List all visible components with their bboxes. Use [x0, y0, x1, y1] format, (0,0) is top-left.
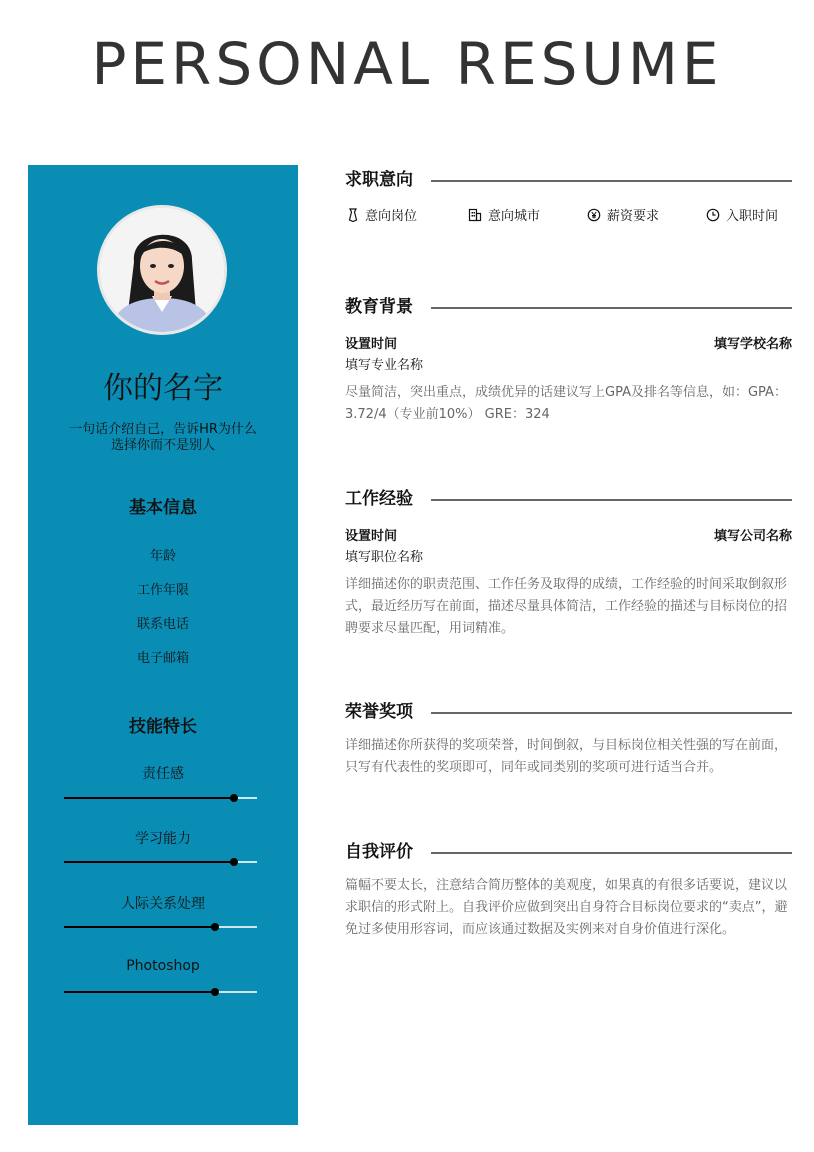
tie-icon: [347, 208, 359, 222]
skill-handle: [211, 988, 219, 996]
self-intro: 一句话介绍自己，告诉HR为什么选择你而不是别人: [69, 422, 257, 453]
education-major: 填写专业名称: [345, 358, 424, 373]
honors-description: 详细描述你所获得的奖项荣誉，时间倒叙，与目标岗位相关性强的写在前面，只写有代表性的奖项即可，同年或同类别的奖项可进行适当合并。: [345, 738, 788, 775]
work-time: 设置时间: [345, 529, 398, 544]
skill-fill: [64, 797, 234, 799]
work-row: [345, 525, 792, 544]
section-divider: [431, 180, 792, 182]
building-icon: [468, 208, 482, 222]
skill-bar: [64, 922, 257, 932]
skill-handle: [230, 794, 238, 802]
education-description: 尽量简洁，突出重点，成绩优异的话建议写上GPA及排名等信息，如：GPA：3.72/4（专业前10%） GRE：324: [345, 385, 787, 422]
skill-handle: [230, 858, 238, 866]
skills-heading: 技能特长: [129, 717, 197, 737]
sidebar: [28, 165, 298, 1125]
skill-fill: [64, 991, 215, 993]
intent-city: [468, 208, 540, 226]
work-company: 填写公司名称: [713, 529, 792, 544]
intent-label: 意向岗位: [365, 209, 418, 224]
section-title: 工作经验: [345, 489, 413, 509]
skill-label: Photoshop: [126, 958, 200, 974]
yen-coin-icon: [587, 208, 601, 222]
section-divider: [431, 852, 792, 854]
avatar-photo: [100, 208, 224, 332]
section-divider: [431, 499, 792, 501]
work-position: 填写职位名称: [345, 550, 424, 565]
skill-bar: [64, 857, 257, 867]
info-experience-years: 工作年限: [136, 583, 189, 598]
intent-salary: [587, 208, 659, 226]
page-title: PERSONAL RESUME: [91, 30, 723, 98]
skill-label: 人际关系处理: [121, 896, 205, 912]
skill-bar: [64, 793, 257, 803]
basic-info-heading: 基本信息: [129, 498, 197, 518]
skill-fill: [64, 861, 234, 863]
section-title: 荣誉奖项: [345, 702, 413, 722]
info-age: 年龄: [149, 549, 176, 564]
section-title: 求职意向: [345, 170, 413, 190]
intent-label: 薪资要求: [607, 209, 660, 224]
section-title: 教育背景: [345, 297, 413, 317]
info-phone: 联系电话: [136, 617, 189, 632]
section-header-education: [345, 295, 792, 319]
work-description: 详细描述你的职责范围、工作任务及取得的成绩，工作经验的时间采取倒叙形式，最近经历写在前面，描述尽量具体简洁，工作经验的描述与目标岗位的招聘要求尽量匹配，用词精准。: [345, 577, 788, 636]
education-time: 设置时间: [345, 337, 398, 352]
section-divider: [431, 307, 792, 309]
section-header-intent: [345, 168, 792, 192]
section-header-work: [345, 487, 792, 511]
intent-start-date: [706, 208, 778, 226]
section-title: 自我评价: [345, 842, 413, 862]
section-header-self: [345, 840, 792, 864]
avatar: [97, 205, 227, 335]
skill-handle: [211, 923, 219, 931]
skill-bar: [64, 987, 257, 997]
info-email: 电子邮箱: [136, 651, 189, 666]
candidate-name: 你的名字: [103, 371, 223, 406]
skill-label: 责任感: [142, 766, 184, 782]
skill-label: 学习能力: [135, 831, 191, 847]
section-divider: [431, 712, 792, 714]
intent-label: 意向城市: [488, 209, 541, 224]
education-row: [345, 333, 792, 352]
clock-icon: [706, 208, 720, 222]
education-school: 填写学校名称: [713, 337, 792, 352]
section-header-honors: [345, 700, 792, 724]
self-evaluation-description: 篇幅不要太长，注意结合简历整体的美观度，如果真的有很多话要说，建议以求职信的形式附上。自我评价应做到突出自身符合目标岗位要求的“卖点”，避免过多使用形容词，而应该通过数据及实例来对自身价值进行深化。: [345, 878, 788, 937]
intent-position: [347, 208, 417, 226]
skill-fill: [64, 926, 215, 928]
intent-label: 入职时间: [726, 209, 779, 224]
